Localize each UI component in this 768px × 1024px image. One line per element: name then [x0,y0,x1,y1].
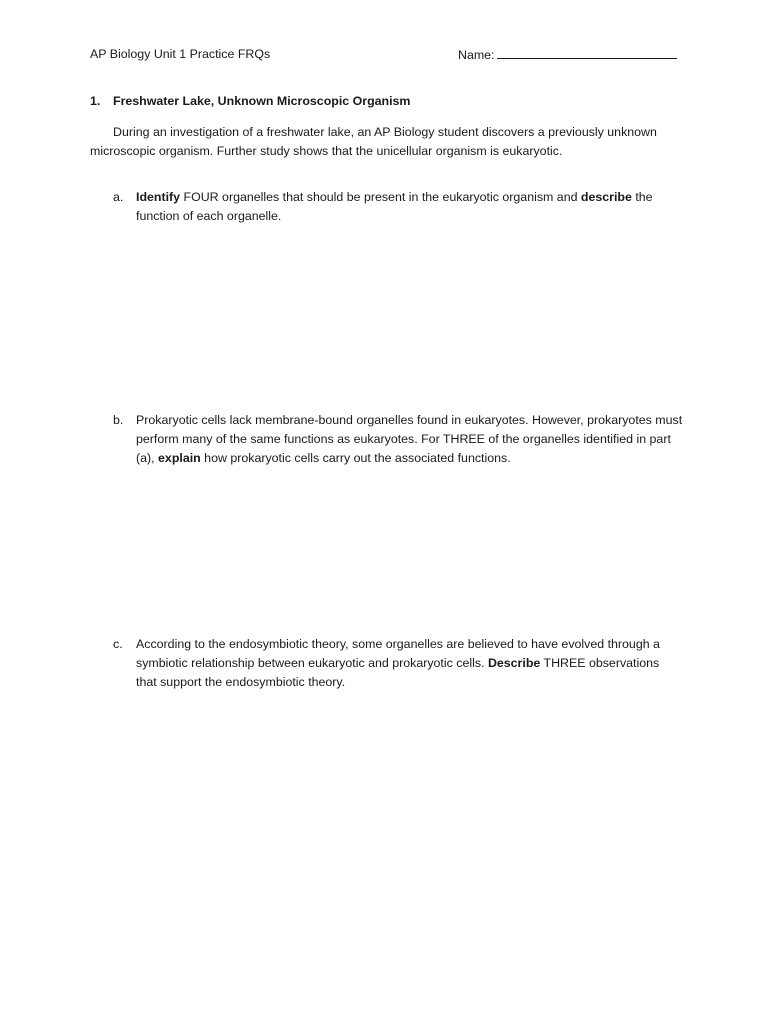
question-intro: During an investigation of a freshwater lake, an AP Biology student discovers a previously unknown microscopic organism. Further study shows that the unicellular organism is eukaryotic. [90,125,657,158]
part-a-text-2: the function of each organelle. [136,190,653,223]
part-b [113,411,683,468]
question-heading [90,94,410,108]
part-a-verb-identify: Identify [136,190,181,204]
part-a-prompt [136,188,683,226]
part-b-text-2: how prokaryotic cells carry out the associated functions. [200,451,511,465]
name-field [458,47,677,62]
part-c [113,635,683,692]
question-number: 1. [90,94,101,108]
part-b-prompt [136,411,683,468]
part-c-letter: c. [113,637,123,651]
worksheet-title: AP Biology Unit 1 Practice FRQs [90,47,271,61]
part-c-prompt [136,635,683,692]
part-c-verb-describe: Describe [487,656,541,670]
part-b-verb-explain: explain [158,451,201,465]
part-c-text-1: According to the endosymbiotic theory, some organelles are believed to have evolved through a symbiotic relationship between eukaryotic and prokaryotic cells. [136,637,660,670]
part-c-text-2: THREE observations that support the endosymbiotic theory. [136,656,660,689]
name-blank-line [497,47,677,59]
part-b-letter: b. [113,413,124,427]
question-title: Freshwater Lake, Unknown Microscopic Organism [113,94,411,108]
part-a-text-1: FOUR organelles that should be present in the eukaryotic organism and [180,190,581,204]
page-header [90,47,680,65]
part-a [113,188,683,226]
part-a-verb-describe: describe [580,190,632,204]
part-a-letter: a. [113,190,124,204]
part-b-text-1: Prokaryotic cells lack membrane-bound organelles found in eukaryotes. However, prokaryotes must perform many of the same functions as eukaryotes. For THREE of the organelles identified in part (a), [136,413,683,465]
name-label: Name: [458,48,495,62]
